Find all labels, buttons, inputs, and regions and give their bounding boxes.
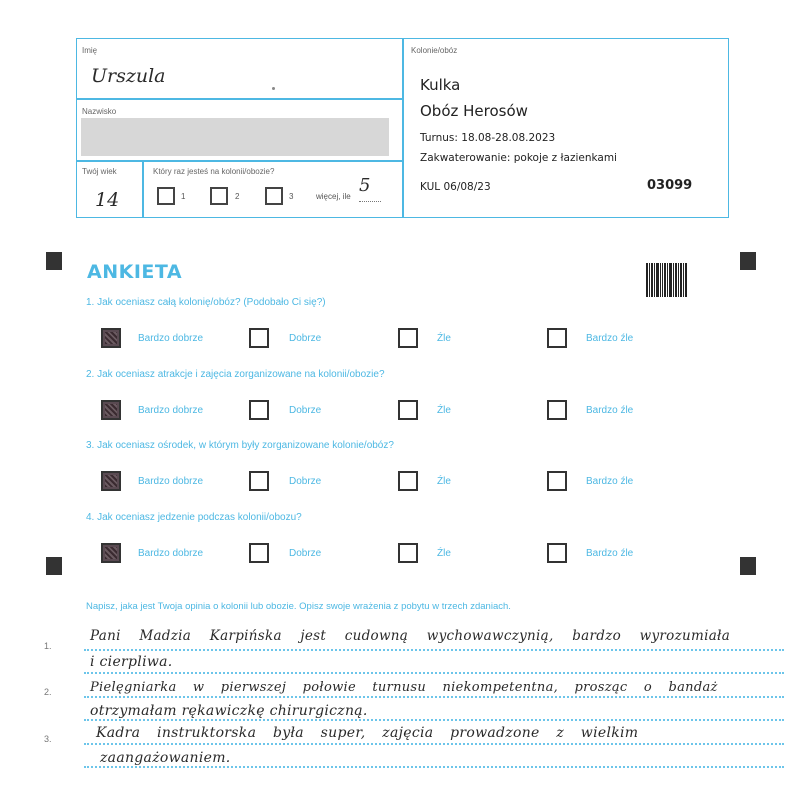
line-number: 3.: [44, 734, 52, 744]
rating-checkbox-bardzo-dobrze[interactable]: [101, 328, 121, 348]
handwritten-answer-line[interactable]: Pielęgniarka w pierwszej połowie turnusu niekompetentna, prosząc o bandaż: [90, 680, 718, 695]
answer-line: [84, 672, 784, 674]
camp-code: KUL 06/08/23: [420, 181, 491, 193]
rating-label: Bardzo dobrze: [138, 333, 204, 344]
times-more-label: więcej, ile: [316, 192, 351, 201]
divider: [77, 160, 402, 162]
handwritten-answer-line[interactable]: zaangażowaniem.: [100, 750, 231, 766]
registration-marker: [740, 252, 756, 270]
rating-checkbox-zle[interactable]: [398, 543, 418, 563]
rating-checkbox-bardzo-zle[interactable]: [547, 328, 567, 348]
header-form: [76, 38, 729, 218]
camp-org: Kulka: [420, 76, 461, 94]
divider: [77, 98, 402, 100]
rating-checkbox-bardzo-dobrze[interactable]: [101, 471, 121, 491]
handwritten-answer-line[interactable]: Kadra instruktorska była super, zajęcia prowadzone z wielkim: [96, 725, 639, 741]
rating-checkbox-dobrze[interactable]: [249, 543, 269, 563]
times-more-value[interactable]: 5: [359, 175, 371, 196]
rating-label: Źle: [437, 333, 451, 344]
surname-label: Nazwisko: [82, 107, 117, 116]
age-label: Twój wiek: [82, 167, 117, 176]
rating-label: Dobrze: [289, 405, 322, 416]
answer-line: [84, 649, 784, 651]
handwritten-answer-line[interactable]: Pani Madzia Karpińska jest cudowną wychowawczynią, bardzo wyrozumiała: [90, 628, 731, 644]
rating-checkbox-bardzo-zle[interactable]: [547, 471, 567, 491]
rating-label: Źle: [437, 476, 451, 487]
rating-label: Źle: [437, 405, 451, 416]
question-text: 2. Jak oceniasz atrakcje i zajęcia zorganizowane na kolonii/obozie?: [86, 369, 385, 380]
rating-checkbox-bardzo-zle[interactable]: [547, 400, 567, 420]
rating-label: Bardzo dobrze: [138, 476, 204, 487]
handwritten-answer-line[interactable]: otrzymałam rękawiczkę chirurgiczną.: [90, 703, 368, 719]
rating-label: Bardzo źle: [586, 548, 634, 559]
opinion-instruction: Napisz, jaka jest Twoja opinia o kolonii lub obozie. Opisz swoje wrażenia z pobytu w trzech zdaniach.: [86, 601, 511, 612]
dot: [272, 87, 275, 90]
rating-checkbox-bardzo-dobrze[interactable]: [101, 543, 121, 563]
rating-checkbox-dobrze[interactable]: [249, 471, 269, 491]
rating-checkbox-dobrze[interactable]: [249, 328, 269, 348]
times-option-3: 3: [289, 192, 294, 201]
name-value[interactable]: Urszula: [91, 65, 166, 87]
form-number: 03099: [647, 178, 693, 193]
registration-marker: [46, 252, 62, 270]
answer-line: [84, 766, 784, 768]
rating-label: Dobrze: [289, 548, 322, 559]
rating-label: Dobrze: [289, 333, 322, 344]
answer-line: [84, 743, 784, 745]
camp-name: Obóz Herosów: [420, 102, 528, 120]
rating-label: Dobrze: [289, 476, 322, 487]
rating-checkbox-zle[interactable]: [398, 400, 418, 420]
accommodation: Zakwaterowanie: pokoje z łazienkami: [420, 152, 617, 164]
age-value[interactable]: 14: [95, 189, 120, 211]
answer-line: [84, 696, 784, 698]
handwritten-answer-line[interactable]: i cierpliwa.: [90, 654, 173, 670]
line-number: 2.: [44, 687, 52, 697]
question-text: 4. Jak oceniasz jedzenie podczas kolonii/obozu?: [86, 512, 302, 523]
survey-title: ANKIETA: [87, 261, 183, 283]
times-checkbox-3[interactable]: [265, 187, 283, 205]
times-checkbox-1[interactable]: [157, 187, 175, 205]
camp-label: Kolonie/obóz: [411, 46, 458, 55]
registration-marker: [46, 557, 62, 575]
rating-checkbox-bardzo-zle[interactable]: [547, 543, 567, 563]
question-text: 1. Jak oceniasz całą kolonię/obóz? (Podobało Ci się?): [86, 297, 326, 308]
rating-label: Bardzo źle: [586, 476, 634, 487]
rating-label: Źle: [437, 548, 451, 559]
times-label: Który raz jesteś na kolonii/obozie?: [153, 167, 275, 176]
line-number: 1.: [44, 641, 52, 651]
times-option-2: 2: [235, 192, 240, 201]
rating-checkbox-zle[interactable]: [398, 471, 418, 491]
rating-label: Bardzo źle: [586, 405, 634, 416]
rating-label: Bardzo źle: [586, 333, 634, 344]
rating-checkbox-zle[interactable]: [398, 328, 418, 348]
rating-label: Bardzo dobrze: [138, 548, 204, 559]
registration-marker: [740, 557, 756, 575]
divider: [142, 160, 144, 218]
rating-checkbox-bardzo-dobrze[interactable]: [101, 400, 121, 420]
times-option-1: 1: [181, 192, 186, 201]
rating-label: Bardzo dobrze: [138, 405, 204, 416]
divider: [402, 39, 404, 217]
barcode: [646, 263, 688, 297]
question-text: 3. Jak oceniasz ośrodek, w którym były zorganizowane kolonie/obóz?: [86, 440, 394, 451]
redacted-surname: [81, 118, 389, 156]
name-label: Imię: [82, 46, 98, 55]
times-checkbox-2[interactable]: [210, 187, 228, 205]
times-more-line: [359, 201, 381, 202]
answer-line: [84, 719, 784, 721]
rating-checkbox-dobrze[interactable]: [249, 400, 269, 420]
turnus: Turnus: 18.08-28.08.2023: [420, 132, 556, 144]
